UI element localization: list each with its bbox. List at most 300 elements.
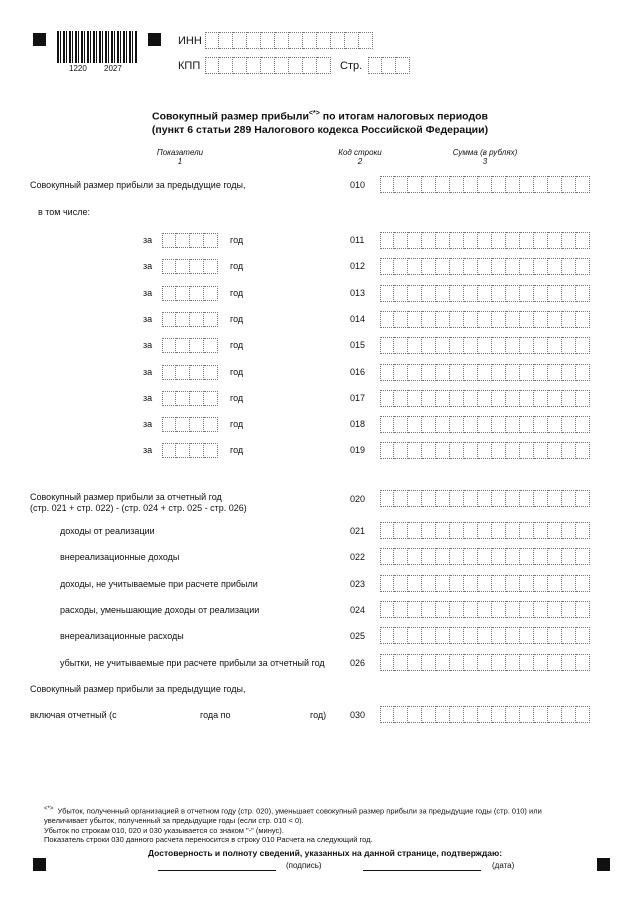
input-cell[interactable]: [464, 627, 478, 644]
input-cell[interactable]: [464, 706, 478, 723]
input-cell[interactable]: [436, 416, 450, 433]
input-cell[interactable]: [394, 364, 408, 381]
input-cell[interactable]: [534, 522, 548, 539]
input-cell[interactable]: [506, 232, 520, 249]
input-cell[interactable]: [450, 390, 464, 407]
input-cell[interactable]: [162, 233, 176, 248]
input-cell[interactable]: [492, 390, 506, 407]
input-cell[interactable]: [380, 601, 394, 618]
input-cell[interactable]: [576, 337, 590, 354]
input-cell[interactable]: [450, 548, 464, 565]
input-cell[interactable]: [548, 232, 562, 249]
input-cell[interactable]: [450, 522, 464, 539]
input-cell[interactable]: [520, 601, 534, 618]
input-cell[interactable]: [380, 258, 394, 275]
input-cell[interactable]: [204, 259, 218, 274]
input-cell[interactable]: [478, 627, 492, 644]
input-cell[interactable]: [436, 548, 450, 565]
input-cell[interactable]: [492, 176, 506, 193]
input-cell[interactable]: [422, 416, 436, 433]
input-cell[interactable]: [162, 312, 176, 327]
input-cell[interactable]: [492, 337, 506, 354]
input-cell[interactable]: [492, 706, 506, 723]
input-cell[interactable]: [394, 337, 408, 354]
input-cell[interactable]: [464, 575, 478, 592]
input-cell[interactable]: [520, 522, 534, 539]
input-cell[interactable]: [380, 176, 394, 193]
input-cell[interactable]: [408, 311, 422, 328]
input-cell[interactable]: [422, 442, 436, 459]
input-cell[interactable]: [176, 391, 190, 406]
input-cell[interactable]: [247, 57, 261, 74]
input-cell[interactable]: [492, 285, 506, 302]
input-cell[interactable]: [548, 575, 562, 592]
input-cell[interactable]: [478, 232, 492, 249]
input-cell[interactable]: [478, 416, 492, 433]
input-cell[interactable]: [478, 176, 492, 193]
input-cell[interactable]: [190, 312, 204, 327]
input-cell[interactable]: [534, 337, 548, 354]
input-cell[interactable]: [162, 417, 176, 432]
input-cell[interactable]: [275, 32, 289, 49]
input-cell[interactable]: [368, 57, 382, 74]
input-cell[interactable]: [436, 285, 450, 302]
input-cell[interactable]: [520, 176, 534, 193]
input-cell[interactable]: [394, 176, 408, 193]
input-cell[interactable]: [247, 32, 261, 49]
input-cell[interactable]: [408, 364, 422, 381]
input-cell[interactable]: [548, 522, 562, 539]
input-cell[interactable]: [422, 285, 436, 302]
input-cell[interactable]: [562, 232, 576, 249]
input-cell[interactable]: [408, 601, 422, 618]
input-cell[interactable]: [436, 311, 450, 328]
input-cell[interactable]: [396, 57, 410, 74]
input-cell[interactable]: [190, 443, 204, 458]
input-cell[interactable]: [190, 391, 204, 406]
input-cell[interactable]: [190, 286, 204, 301]
input-cell[interactable]: [534, 311, 548, 328]
input-cell[interactable]: [464, 364, 478, 381]
input-cell[interactable]: [422, 390, 436, 407]
input-cell[interactable]: [576, 706, 590, 723]
input-cell[interactable]: [520, 548, 534, 565]
input-cell[interactable]: [176, 286, 190, 301]
year-row-year-field[interactable]: [162, 259, 218, 274]
input-cell[interactable]: [204, 365, 218, 380]
input-cell[interactable]: [464, 442, 478, 459]
input-cell[interactable]: [317, 32, 331, 49]
input-cell[interactable]: [450, 416, 464, 433]
input-cell[interactable]: [450, 575, 464, 592]
input-cell[interactable]: [576, 176, 590, 193]
input-cell[interactable]: [478, 311, 492, 328]
year-row-year-field[interactable]: [162, 312, 218, 327]
input-cell[interactable]: [520, 311, 534, 328]
input-cell[interactable]: [422, 232, 436, 249]
input-cell[interactable]: [534, 548, 548, 565]
input-cell[interactable]: [534, 176, 548, 193]
input-cell[interactable]: [190, 259, 204, 274]
input-cell[interactable]: [464, 654, 478, 671]
input-cell[interactable]: [176, 259, 190, 274]
input-cell[interactable]: [506, 442, 520, 459]
input-cell[interactable]: [576, 654, 590, 671]
input-cell[interactable]: [464, 176, 478, 193]
year-row-year-field[interactable]: [162, 443, 218, 458]
input-cell[interactable]: [436, 442, 450, 459]
input-cell[interactable]: [408, 285, 422, 302]
input-cell[interactable]: [478, 654, 492, 671]
input-cell[interactable]: [520, 337, 534, 354]
input-cell[interactable]: [534, 601, 548, 618]
input-cell[interactable]: [422, 627, 436, 644]
kpp-field[interactable]: [205, 57, 331, 74]
input-cell[interactable]: [408, 390, 422, 407]
input-cell[interactable]: [436, 364, 450, 381]
input-cell[interactable]: [436, 522, 450, 539]
input-cell[interactable]: [576, 442, 590, 459]
input-cell[interactable]: [492, 311, 506, 328]
input-cell[interactable]: [492, 442, 506, 459]
input-cell[interactable]: [534, 416, 548, 433]
year-row-amount-field[interactable]: [380, 285, 590, 302]
input-cell[interactable]: [380, 706, 394, 723]
input-cell[interactable]: [275, 57, 289, 74]
input-cell[interactable]: [450, 627, 464, 644]
year-row-year-field[interactable]: [162, 286, 218, 301]
input-cell[interactable]: [162, 259, 176, 274]
input-cell[interactable]: [394, 522, 408, 539]
input-cell[interactable]: [506, 627, 520, 644]
input-cell[interactable]: [534, 285, 548, 302]
input-cell[interactable]: [450, 285, 464, 302]
input-cell[interactable]: [422, 490, 436, 507]
input-cell[interactable]: [562, 627, 576, 644]
input-cell[interactable]: [562, 364, 576, 381]
input-cell[interactable]: [436, 258, 450, 275]
input-cell[interactable]: [492, 654, 506, 671]
input-cell[interactable]: [464, 337, 478, 354]
input-cell[interactable]: [548, 337, 562, 354]
input-cell[interactable]: [380, 364, 394, 381]
input-cell[interactable]: [464, 232, 478, 249]
input-cell[interactable]: [162, 443, 176, 458]
input-cell[interactable]: [380, 575, 394, 592]
input-cell[interactable]: [464, 548, 478, 565]
input-cell[interactable]: [380, 311, 394, 328]
input-cell[interactable]: [478, 575, 492, 592]
sub-row-amount-field[interactable]: [380, 627, 590, 644]
input-cell[interactable]: [576, 390, 590, 407]
input-cell[interactable]: [380, 548, 394, 565]
input-cell[interactable]: [162, 338, 176, 353]
year-row-amount-field[interactable]: [380, 416, 590, 433]
input-cell[interactable]: [506, 258, 520, 275]
page-number-field[interactable]: [368, 57, 410, 74]
input-cell[interactable]: [408, 176, 422, 193]
input-cell[interactable]: [408, 627, 422, 644]
input-cell[interactable]: [506, 390, 520, 407]
input-cell[interactable]: [478, 601, 492, 618]
input-cell[interactable]: [190, 233, 204, 248]
input-cell[interactable]: [261, 57, 275, 74]
input-cell[interactable]: [380, 416, 394, 433]
input-cell[interactable]: [492, 601, 506, 618]
input-cell[interactable]: [576, 548, 590, 565]
input-cell[interactable]: [464, 390, 478, 407]
input-cell[interactable]: [548, 176, 562, 193]
input-cell[interactable]: [233, 32, 247, 49]
input-cell[interactable]: [380, 490, 394, 507]
input-cell[interactable]: [422, 258, 436, 275]
input-cell[interactable]: [422, 364, 436, 381]
input-cell[interactable]: [464, 311, 478, 328]
sub-row-amount-field[interactable]: [380, 601, 590, 618]
input-cell[interactable]: [464, 601, 478, 618]
input-cell[interactable]: [422, 337, 436, 354]
input-cell[interactable]: [548, 390, 562, 407]
input-cell[interactable]: [394, 285, 408, 302]
input-cell[interactable]: [436, 390, 450, 407]
input-cell[interactable]: [204, 391, 218, 406]
input-cell[interactable]: [219, 32, 233, 49]
sub-row-amount-field[interactable]: [380, 522, 590, 539]
input-cell[interactable]: [576, 416, 590, 433]
input-cell[interactable]: [478, 285, 492, 302]
input-cell[interactable]: [492, 258, 506, 275]
sub-row-amount-field[interactable]: [380, 575, 590, 592]
input-cell[interactable]: [534, 364, 548, 381]
input-cell[interactable]: [478, 364, 492, 381]
input-cell[interactable]: [562, 442, 576, 459]
input-cell[interactable]: [408, 654, 422, 671]
input-cell[interactable]: [450, 232, 464, 249]
input-cell[interactable]: [548, 364, 562, 381]
input-cell[interactable]: [506, 706, 520, 723]
input-cell[interactable]: [562, 706, 576, 723]
input-cell[interactable]: [394, 490, 408, 507]
input-cell[interactable]: [548, 311, 562, 328]
input-cell[interactable]: [394, 601, 408, 618]
input-cell[interactable]: [562, 176, 576, 193]
input-cell[interactable]: [380, 232, 394, 249]
input-cell[interactable]: [562, 548, 576, 565]
input-cell[interactable]: [562, 522, 576, 539]
input-cell[interactable]: [520, 442, 534, 459]
input-cell[interactable]: [520, 706, 534, 723]
input-cell[interactable]: [506, 311, 520, 328]
input-cell[interactable]: [176, 365, 190, 380]
input-cell[interactable]: [562, 654, 576, 671]
input-cell[interactable]: [190, 365, 204, 380]
input-cell[interactable]: [394, 232, 408, 249]
input-cell[interactable]: [450, 601, 464, 618]
input-cell[interactable]: [436, 337, 450, 354]
input-cell[interactable]: [394, 258, 408, 275]
input-cell[interactable]: [408, 548, 422, 565]
input-cell[interactable]: [576, 490, 590, 507]
input-cell[interactable]: [176, 338, 190, 353]
input-cell[interactable]: [520, 232, 534, 249]
input-cell[interactable]: [162, 365, 176, 380]
input-cell[interactable]: [506, 416, 520, 433]
input-cell[interactable]: [534, 442, 548, 459]
sub-row-amount-field[interactable]: [380, 548, 590, 565]
input-cell[interactable]: [464, 258, 478, 275]
input-cell[interactable]: [492, 416, 506, 433]
input-cell[interactable]: [506, 285, 520, 302]
input-cell[interactable]: [394, 442, 408, 459]
input-cell[interactable]: [576, 311, 590, 328]
input-cell[interactable]: [562, 390, 576, 407]
input-cell[interactable]: [422, 548, 436, 565]
input-cell[interactable]: [380, 627, 394, 644]
input-cell[interactable]: [520, 490, 534, 507]
input-cell[interactable]: [233, 57, 247, 74]
input-cell[interactable]: [506, 337, 520, 354]
date-line[interactable]: [363, 870, 481, 871]
input-cell[interactable]: [548, 654, 562, 671]
input-cell[interactable]: [506, 601, 520, 618]
input-cell[interactable]: [492, 522, 506, 539]
input-cell[interactable]: [408, 258, 422, 275]
input-cell[interactable]: [450, 706, 464, 723]
input-cell[interactable]: [345, 32, 359, 49]
input-cell[interactable]: [204, 443, 218, 458]
row-020-amount-field[interactable]: [380, 490, 590, 507]
input-cell[interactable]: [576, 575, 590, 592]
inn-field[interactable]: [205, 32, 373, 49]
input-cell[interactable]: [576, 232, 590, 249]
input-cell[interactable]: [450, 490, 464, 507]
input-cell[interactable]: [562, 258, 576, 275]
input-cell[interactable]: [408, 416, 422, 433]
input-cell[interactable]: [380, 442, 394, 459]
input-cell[interactable]: [394, 311, 408, 328]
input-cell[interactable]: [520, 390, 534, 407]
input-cell[interactable]: [162, 391, 176, 406]
input-cell[interactable]: [204, 312, 218, 327]
input-cell[interactable]: [331, 32, 345, 49]
input-cell[interactable]: [380, 390, 394, 407]
input-cell[interactable]: [506, 522, 520, 539]
input-cell[interactable]: [436, 176, 450, 193]
input-cell[interactable]: [492, 575, 506, 592]
input-cell[interactable]: [176, 443, 190, 458]
input-cell[interactable]: [204, 417, 218, 432]
input-cell[interactable]: [394, 654, 408, 671]
input-cell[interactable]: [422, 176, 436, 193]
input-cell[interactable]: [576, 627, 590, 644]
input-cell[interactable]: [492, 548, 506, 565]
input-cell[interactable]: [394, 575, 408, 592]
input-cell[interactable]: [219, 57, 233, 74]
year-row-year-field[interactable]: [162, 338, 218, 353]
input-cell[interactable]: [289, 32, 303, 49]
input-cell[interactable]: [176, 233, 190, 248]
year-row-year-field[interactable]: [162, 391, 218, 406]
input-cell[interactable]: [548, 627, 562, 644]
input-cell[interactable]: [380, 337, 394, 354]
year-row-amount-field[interactable]: [380, 311, 590, 328]
input-cell[interactable]: [548, 285, 562, 302]
input-cell[interactable]: [548, 442, 562, 459]
input-cell[interactable]: [534, 490, 548, 507]
input-cell[interactable]: [478, 442, 492, 459]
input-cell[interactable]: [562, 416, 576, 433]
input-cell[interactable]: [478, 337, 492, 354]
year-row-amount-field[interactable]: [380, 337, 590, 354]
input-cell[interactable]: [534, 258, 548, 275]
input-cell[interactable]: [562, 490, 576, 507]
input-cell[interactable]: [317, 57, 331, 74]
input-cell[interactable]: [478, 258, 492, 275]
input-cell[interactable]: [408, 442, 422, 459]
input-cell[interactable]: [520, 627, 534, 644]
input-cell[interactable]: [506, 654, 520, 671]
input-cell[interactable]: [562, 311, 576, 328]
input-cell[interactable]: [520, 575, 534, 592]
input-cell[interactable]: [506, 364, 520, 381]
input-cell[interactable]: [520, 285, 534, 302]
input-cell[interactable]: [450, 337, 464, 354]
input-cell[interactable]: [478, 390, 492, 407]
sub-row-amount-field[interactable]: [380, 654, 590, 671]
input-cell[interactable]: [576, 522, 590, 539]
input-cell[interactable]: [162, 286, 176, 301]
input-cell[interactable]: [450, 176, 464, 193]
input-cell[interactable]: [520, 416, 534, 433]
input-cell[interactable]: [303, 32, 317, 49]
input-cell[interactable]: [422, 311, 436, 328]
input-cell[interactable]: [464, 490, 478, 507]
input-cell[interactable]: [394, 390, 408, 407]
input-cell[interactable]: [464, 285, 478, 302]
input-cell[interactable]: [176, 417, 190, 432]
year-row-amount-field[interactable]: [380, 258, 590, 275]
input-cell[interactable]: [394, 416, 408, 433]
year-row-year-field[interactable]: [162, 233, 218, 248]
input-cell[interactable]: [576, 601, 590, 618]
input-cell[interactable]: [464, 416, 478, 433]
input-cell[interactable]: [408, 575, 422, 592]
input-cell[interactable]: [382, 57, 396, 74]
input-cell[interactable]: [548, 706, 562, 723]
input-cell[interactable]: [450, 364, 464, 381]
input-cell[interactable]: [436, 706, 450, 723]
input-cell[interactable]: [303, 57, 317, 74]
input-cell[interactable]: [478, 706, 492, 723]
input-cell[interactable]: [548, 490, 562, 507]
input-cell[interactable]: [190, 417, 204, 432]
year-row-year-field[interactable]: [162, 417, 218, 432]
input-cell[interactable]: [176, 312, 190, 327]
year-row-amount-field[interactable]: [380, 364, 590, 381]
input-cell[interactable]: [492, 364, 506, 381]
input-cell[interactable]: [422, 575, 436, 592]
input-cell[interactable]: [204, 286, 218, 301]
input-cell[interactable]: [506, 490, 520, 507]
input-cell[interactable]: [289, 57, 303, 74]
input-cell[interactable]: [436, 627, 450, 644]
input-cell[interactable]: [478, 548, 492, 565]
input-cell[interactable]: [450, 442, 464, 459]
input-cell[interactable]: [450, 311, 464, 328]
input-cell[interactable]: [436, 575, 450, 592]
input-cell[interactable]: [534, 627, 548, 644]
input-cell[interactable]: [408, 706, 422, 723]
